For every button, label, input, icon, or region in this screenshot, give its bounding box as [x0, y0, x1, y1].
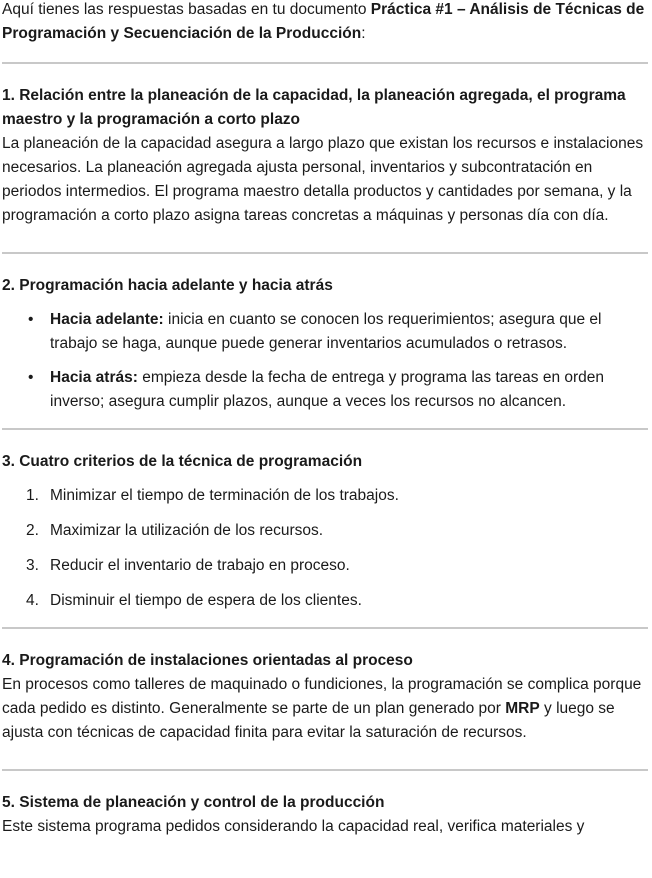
- list-item: [2, 519, 648, 543]
- section-5: [2, 791, 648, 839]
- section-2-title: 2. Programación hacia adelante y hacia atrás: [2, 277, 333, 294]
- bullet-icon: •: [28, 311, 34, 328]
- bullet-list: [2, 308, 648, 414]
- list-number: 3.: [26, 557, 39, 574]
- intro-colon: :: [361, 25, 366, 42]
- list-item-text: Minimizar el tiempo de terminación de los trabajos.: [50, 487, 399, 504]
- section-4: [2, 649, 648, 745]
- intro-paragraph: [2, 0, 648, 46]
- section-4-text-end: y luego se ajusta con técnicas de capacidad finita para evitar la saturación de recursos.: [2, 700, 615, 741]
- intro-text: Aquí tienes las respuestas basadas en tu documento: [2, 1, 371, 18]
- divider: [2, 627, 648, 629]
- section-4-body: [2, 673, 648, 745]
- document-title: Práctica #1 – Análisis de Técnicas de Programación y Secuenciación de la Producción: [2, 1, 645, 42]
- list-item-text: Reducir el inventario de trabajo en proceso.: [50, 557, 350, 574]
- list-item-term: Hacia atrás:: [50, 369, 138, 386]
- list-number: 4.: [26, 592, 39, 609]
- section-5-body: Este sistema programa pedidos considerando la capacidad real, verifica materiales y: [2, 818, 585, 835]
- section-4-text: En procesos como talleres de maquinado o fundiciones, la programación se complica porque cada pedido es distinto. Generalmente se parte de un plan generado por: [2, 676, 642, 717]
- list-number: 1.: [26, 487, 39, 504]
- list-item: [2, 308, 648, 356]
- section-3-title: 3. Cuatro criterios de la técnica de programación: [2, 453, 363, 470]
- bullet-icon: •: [28, 369, 34, 386]
- list-item-text: inicia en cuanto se conocen los requerimientos; asegura que el trabajo se haga, aunque puede generar inventarios acumulados o retrasos.: [50, 311, 602, 352]
- section-1-body: La planeación de la capacidad asegura a largo plazo que existan los recursos e instalaciones necesarios. La planeación agregada ajusta personal, inventarios y subcontratación en periodos intermedios. El programa maestro detalla productos y cantidades por semana, y la programación a corto plazo asigna tareas concretas a máquinas y personas día con día.: [2, 135, 644, 224]
- list-item: [2, 366, 648, 414]
- divider: [2, 428, 648, 430]
- list-item: [2, 554, 648, 578]
- mrp-term: MRP: [505, 700, 540, 717]
- list-number: 2.: [26, 522, 39, 539]
- divider: [2, 769, 648, 771]
- divider: [2, 62, 648, 64]
- list-item-text: Disminuir el tiempo de espera de los clientes.: [50, 592, 362, 609]
- section-3: [2, 450, 648, 613]
- divider: [2, 252, 648, 254]
- list-item: [2, 484, 648, 508]
- numbered-list: [2, 484, 648, 613]
- list-item: [2, 589, 648, 613]
- section-4-title: 4. Programación de instalaciones orientadas al proceso: [2, 652, 413, 669]
- section-5-title: 5. Sistema de planeación y control de la producción: [2, 794, 385, 811]
- section-1: [2, 84, 648, 228]
- list-item-term: Hacia adelante:: [50, 311, 164, 328]
- list-item-text: empieza desde la fecha de entrega y programa las tareas en orden inverso; asegura cumplir plazos, aunque a veces los recursos no alcancen.: [50, 369, 605, 410]
- section-2: [2, 274, 648, 414]
- list-item-text: Maximizar la utilización de los recursos.: [50, 522, 324, 539]
- section-1-title: 1. Relación entre la planeación de la capacidad, la planeación agregada, el programa maestro y la programación a corto plazo: [2, 87, 626, 128]
